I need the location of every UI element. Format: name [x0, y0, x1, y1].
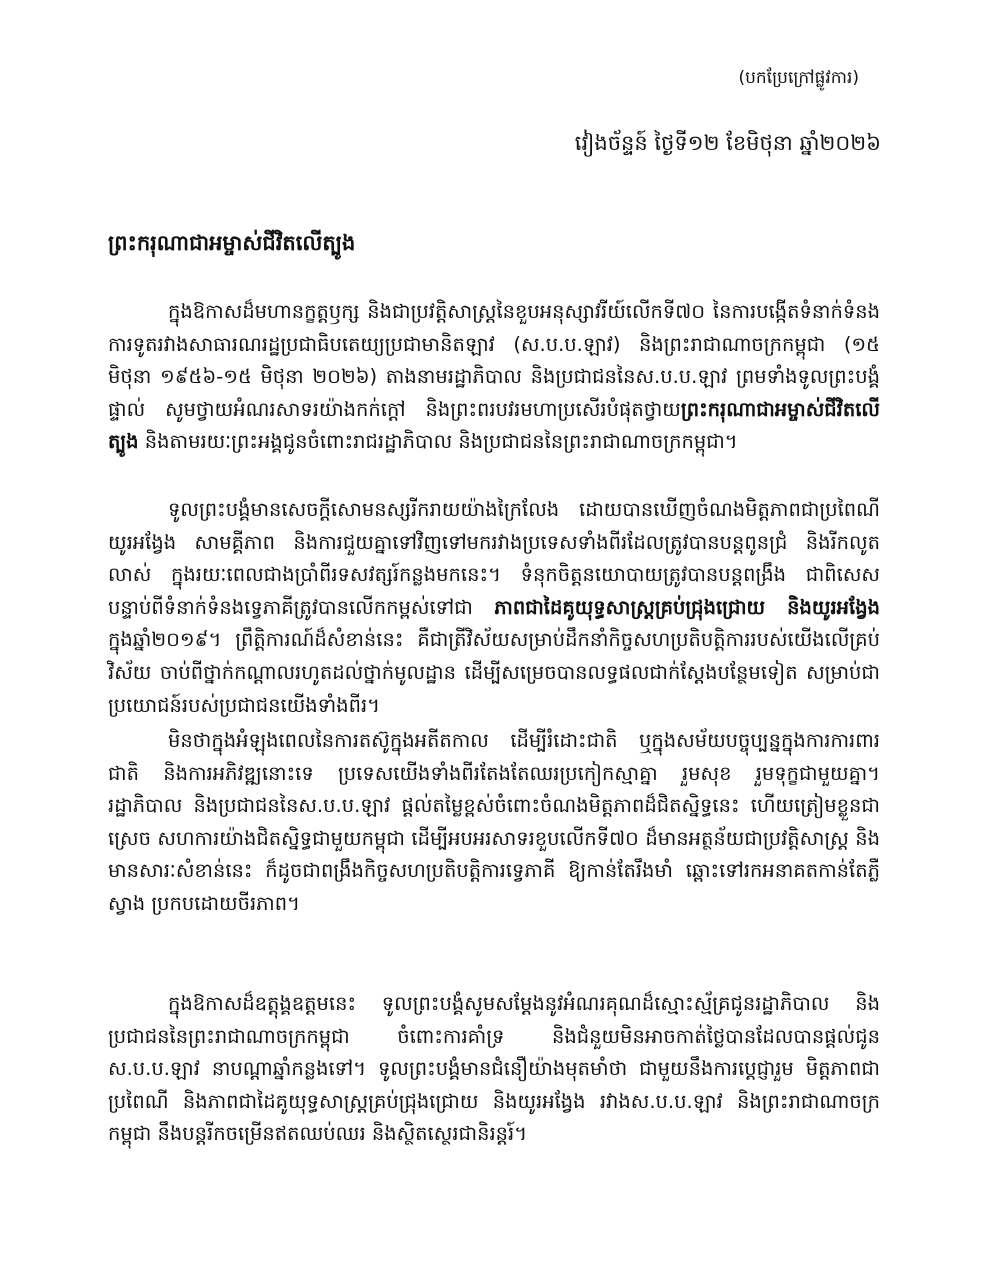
paragraph-1: [108, 296, 880, 459]
paragraph-2-text-a: ទូលព្រះបង្គំមានសេចក្តីសោមនស្សរីករាយយ៉ាងក្រៃលែង ដោយបានឃើញចំណងមិត្តភាពជាប្រពៃណីយូរអង្វែង សាមគ្គីភាព និងការជួយគ្នាទៅវិញទៅមករវាងប្រទេសទាំងពីរដែលត្រូវបានបន្តពូនជ្រំ និងរីកលូតលាស់ ក្នុងរយៈពេលជាងប្រាំពីរទសវត្សរ៍កន្លងមកនេះ។ ទំនុកចិត្តនយោបាយត្រូវបានបន្តពង្រឹង ជាពិសេសបន្ទាប់ពីទំនាក់ទំនងទ្វេភាគីត្រូវបានលើកកម្ពស់ទៅជា: [108, 498, 880, 619]
paragraph-2-bold-partnership: ភាពជាដៃគូយុទ្ធសាស្ត្រគ្រប់ជ្រុងជ្រោយ និងយូរអង្វែង: [494, 595, 881, 619]
letter-date: វៀងច័ន្ទន៍ ថ្ងៃទី១២ ខែមិថុនា ឆ្នាំ២០២៦: [574, 131, 881, 155]
paragraph-1-text-a: ក្នុងឱកាសដ៏មហានក្ខត្តឫក្ស និងជាប្រវត្តិសាស្ត្រនៃខួបអនុស្សាវរីយ៍លើកទី៧០ នៃការបង្កើតទំនាក់ទំនងការទូតរវាងសាធារណរដ្ឋប្រជាធិបតេយ្យប្រជាមានិតឡាវ (ស.ប.ប.ឡាវ) និងព្រះរាជាណាចក្រកម្ពុជា (១៥ មិថុនា ១៩៥៦-១៥ មិថុនា ២០២៦) តាងនាមរដ្ឋាភិបាល និងប្រជាជននៃស.ប.ប.ឡាវ ព្រមទាំងទូលព្រះបង្គំផ្ទាល់ សូមថ្វាយអំណរសាទរយ៉ាងកក់ក្ដៅ និងព្រះពរបវរមហាប្រសើរបំផុតថ្វាយ: [108, 300, 880, 421]
salutation: ព្រះករុណាជាអម្ចាស់ជីវិតលើត្បូង: [108, 231, 356, 255]
paragraph-1-bold-title: ព្រះករុណាជាអម្ចាស់ជីវិតលើត្បូង: [108, 397, 880, 454]
paragraph-3: មិនថាក្នុងអំឡុងពេលនៃការតស៊ូក្នុងអតីតកាល ដើម្បីរំដោះជាតិ ឬក្នុងសម័យបច្ចុប្បន្នក្នុងការការពារជាតិ និងការអភិវឌ្ឍនោះទេ ប្រទេសយើងទាំងពីរតែងតែឈរប្រកៀកស្មាគ្នា រួមសុខ រួមទុក្ខជាមួយគ្នា។ រដ្ឋាភិបាល និងប្រជាជននៃស.ប.ប.ឡាវ ផ្តល់តម្លៃខ្ពស់ចំពោះចំណងមិត្តភាពដ៏ជិតស្និទ្ធនេះ ហើយត្រៀមខ្លួនជាស្រេច សហការយ៉ាងជិតស្និទ្ធជាមួយកម្ពុជា ដើម្បីអបអរសាទរខួបលើកទី៧០ ដ៏មានអត្ថន័យជាប្រវត្តិសាស្ត្រ និងមានសារៈសំខាន់នេះ ក៏ដូចជាពង្រឹងកិច្ចសហប្រតិបត្តិការទ្វេភាគី ឱ្យកាន់តែរឹងមាំ ឆ្ពោះទៅរកអនាគតកាន់តែភ្លឺស្វាង ប្រកបដោយចីរភាព។: [108, 729, 880, 915]
paragraph-1-text-c: និងតាមរយៈព្រះអង្គជូនចំពោះរាជរដ្ឋាភិបាល និងប្រជាជននៃព្រះរាជាណាចក្រកម្ពុជា។: [138, 430, 738, 454]
paragraph-2-text-c: ក្នុងឆ្នាំ២០១៩។ ព្រឹត្តិការណ៍ដ៏សំខាន់នេះ គឺជាត្រីវិស័យសម្រាប់ដឹកនាំកិច្ចសហប្រតិបត្តិការរបស់យើងលើគ្រប់វិស័យ ចាប់ពីថ្នាក់កណ្ដាលរហូតដល់ថ្នាក់មូលដ្ឋាន ដើម្បីសម្រេចបានលទ្ធផលជាក់ស្តែងបន្ថែមទៀត សម្រាប់ជាប្រយោជន៍របស់ប្រជាជនយើងទាំងពីរ។: [108, 628, 880, 717]
paragraph-4: ក្នុងឱកាសដ៏ឧត្តុង្គឧត្តមនេះ ទូលព្រះបង្គំសូមសម្ដែងនូវអំណរគុណដ៏ស្មោះស្ម័គ្រជូនរដ្ឋាភិបាល និងប្រជាជននៃព្រះរាជាណាចក្រកម្ពុជា ចំពោះការគាំទ្រ និងជំនួយមិនអាចកាត់ថ្លៃបានដែលបានផ្តល់ជូន ស.ប.ប.ឡាវ នាបណ្ដាឆ្នាំកន្លងទៅ។ ទូលព្រះបង្គំមានជំនឿយ៉ាងមុតមាំថា ជាមួយនឹងការប្ដេជ្ញារួម មិត្តភាពជាប្រពៃណី និងភាពជាដៃគូយុទ្ធសាស្ត្រគ្រប់ជ្រុងជ្រោយ និងយូរអង្វែង រវាងស.ប.ប.ឡាវ និងព្រះរាជាណាចក្រកម្ពុជា នឹងបន្តរីកចម្រើនឥតឈប់ឈរ និងស្ថិតស្ថេរជានិរន្តរ៍។: [108, 992, 880, 1146]
unofficial-translation-note: (បកប្រែក្រៅផ្លូវការ): [738, 68, 859, 88]
paragraph-2: [108, 494, 880, 722]
